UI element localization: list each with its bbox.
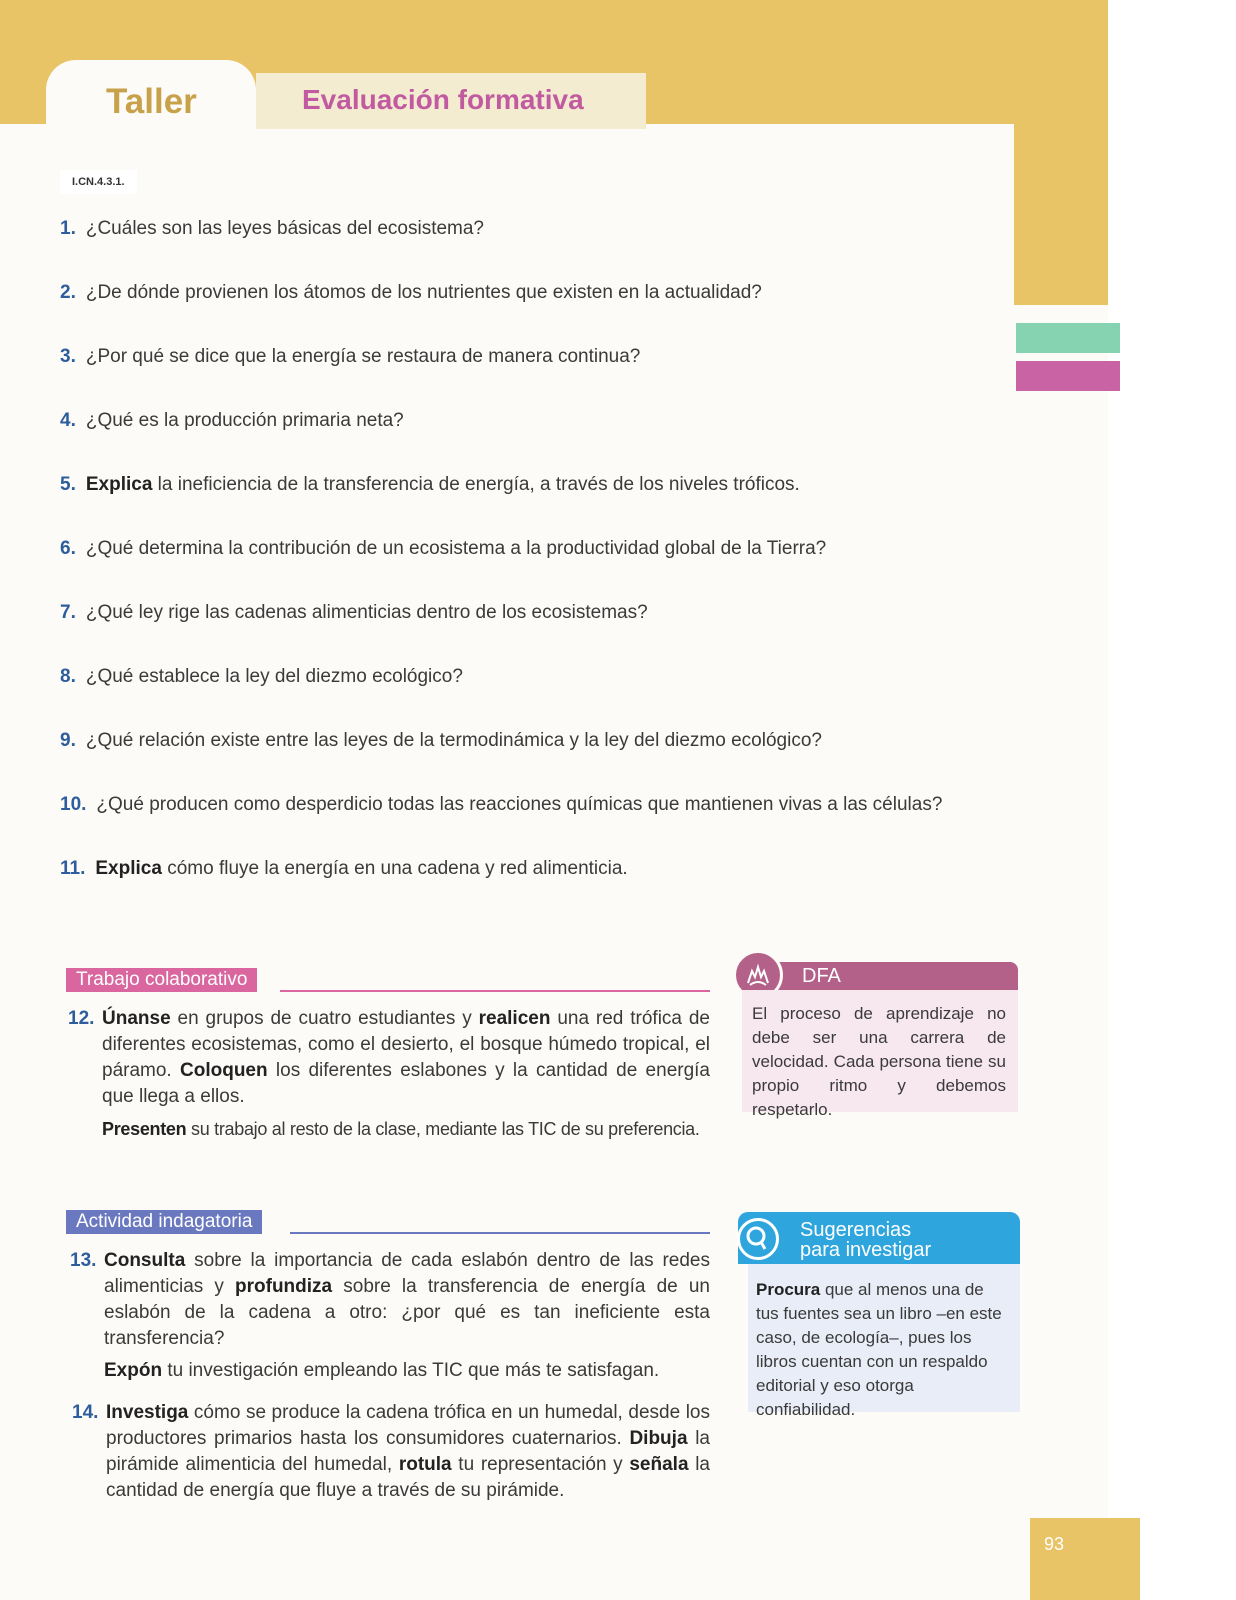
question-item: 2. ¿De dónde provienen los átomos de los nutrientes que existen en la actualidad? <box>60 282 762 303</box>
edge-tab-pink <box>1016 361 1120 391</box>
dfa-title: DFA <box>742 962 1018 990</box>
dfa-text: El proceso de aprendizaje no debe ser una carrera de velocidad. Cada persona tiene su propio ritmo y debemos respetarlo. <box>742 990 1018 1112</box>
inquiry-activity-14: 14. Investiga cómo se produce la cadena trófica en un humedal, desde los productores primarios hasta los consumidores cuaternarios. Dibuja la pirámide alimenticia del humedal, rotula tu representación y señala la cantidad de energía que fluye a través de su pirámide. <box>72 1402 710 1501</box>
suggestions-text: Procura que al menos una de tus fuentes sea un libro –en este caso, de ecología–, pues los libros cuentan con un respaldo editorial y eso otorga confiabilidad. <box>748 1264 1020 1412</box>
collab-rule <box>280 990 710 992</box>
suggestions-title: Sugerencias para investigar <box>738 1212 1020 1264</box>
question-item: 1. ¿Cuáles son las leyes básicas del ecosistema? <box>60 218 484 239</box>
question-item: 3. ¿Por qué se dice que la energía se restaura de manera continua? <box>60 346 641 367</box>
header-band-right <box>1014 0 1108 305</box>
question-item: 6. ¿Qué determina la contribución de un ecosistema a la productividad global de la Tierra? <box>60 538 827 559</box>
inquiry-section-title: Actividad indagatoria <box>66 1210 262 1234</box>
question-item: 5. Explica la ineficiencia de la transferencia de energía, a través de los niveles tróficos. <box>60 474 800 495</box>
question-item: 7. ¿Qué ley rige las cadenas alimenticias dentro de los ecosistemas? <box>60 602 648 623</box>
page-number: 93 <box>1030 1518 1140 1600</box>
inquiry-rule <box>290 1232 710 1234</box>
edge-tab-green <box>1016 323 1120 353</box>
page-edge <box>1108 0 1236 1600</box>
taller-label: Taller <box>106 82 197 121</box>
question-item: 10. ¿Qué producen como desperdicio todas las reacciones químicas que mantienen vivas a las células? <box>60 794 943 815</box>
magnifier-icon <box>737 1218 779 1260</box>
inquiry-activity-13: 13. Consulta sobre la importancia de cada eslabón dentro de las redes alimenticias y profundiza sobre la transferencia de energía de un eslabón de la cadena a otro: ¿por qué es tan ineficiente esta transferencia? Expón tu investigación empleando las TIC que más te satisfagan. <box>70 1250 710 1381</box>
question-item: 11. Explica cómo fluye la energía en una cadena y red alimenticia. <box>60 858 628 879</box>
question-item: 4. ¿Qué es la producción primaria neta? <box>60 410 404 431</box>
question-item: 8. ¿Qué establece la ley del diezmo ecológico? <box>60 666 463 687</box>
collab-activity: 12. Únanse en grupos de cuatro estudiantes y realicen una red trófica de diferentes ecosistemas, como el desierto, el bosque húmedo tropical, el páramo. Coloquen los diferentes eslabones y la cantidad de energía que llega a ellos. Presenten su trabajo al resto de la clase, mediante las TIC de su preferencia. <box>68 1008 710 1139</box>
collab-section-title: Trabajo colaborativo <box>66 968 257 992</box>
section-title: Evaluación formativa <box>302 84 584 115</box>
question-item: 9. ¿Qué relación existe entre las leyes de la termodinámica y la ley del diezmo ecológico? <box>60 730 822 751</box>
criterion-code: I.CN.4.3.1. <box>60 170 137 194</box>
